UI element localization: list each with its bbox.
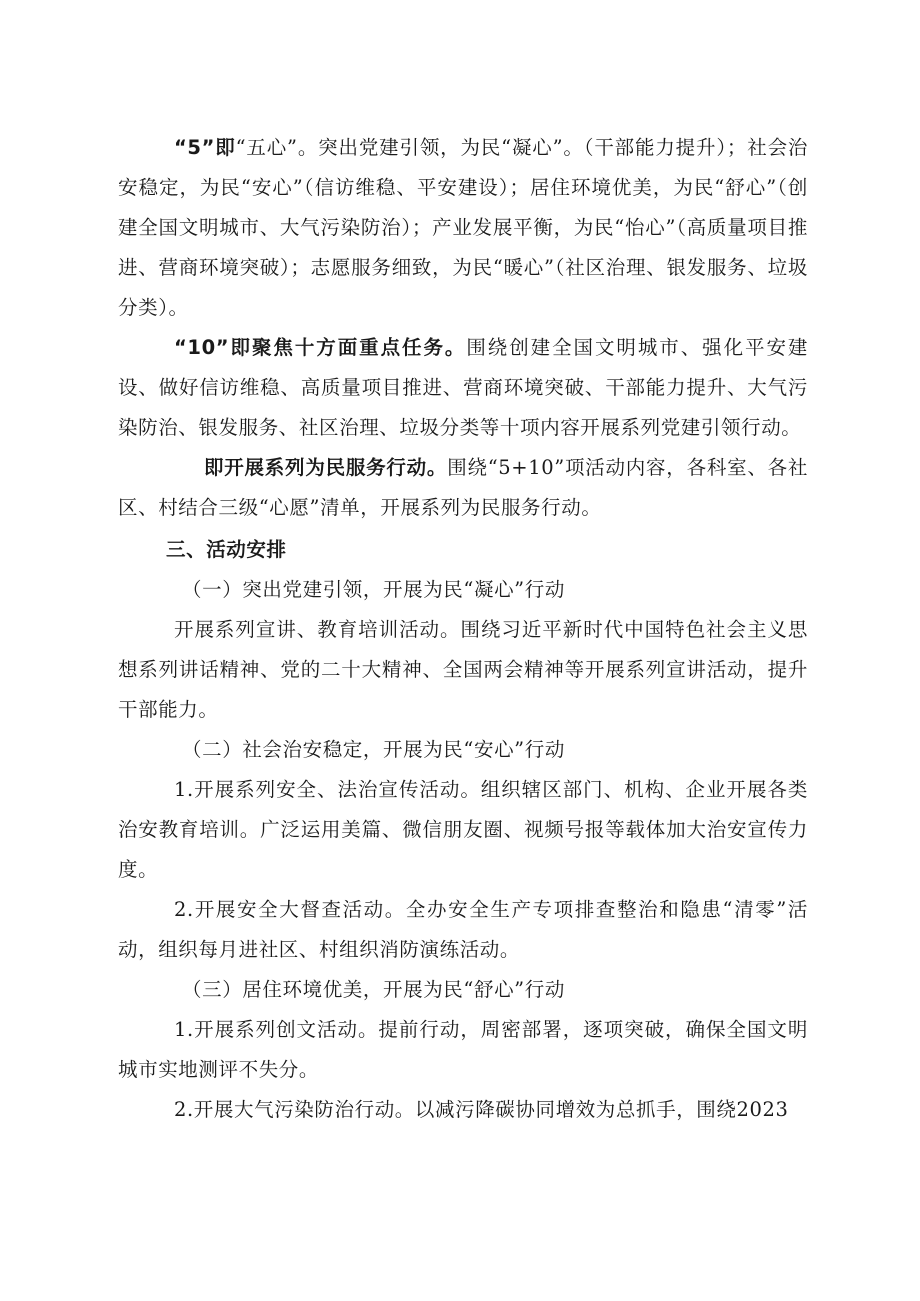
paragraph-service-actions [118,448,808,528]
paragraph-ten-tasks [118,328,808,448]
subsection-heading-3: （三）居住环境优美，开展为民“舒心”行动 [182,978,565,1001]
paragraph-five-hearts [118,128,808,328]
subsection-2-item-1: 1.开展系列安全、法治宣传活动。组织辖区部门、机构、企业开展各类治安教育培训。广泛运用美篇、微信朋友圈、视频号报等载体加大治安宣传力度。 [118,778,808,881]
paragraph-lead: “10”即聚焦十方面重点任务。 [174,336,467,359]
subsection-heading-2: （二）社会治安稳定，开展为民“安心”行动 [182,738,565,761]
paragraph-lead: “5”即 [174,136,236,159]
subsection-3-item-1: 1.开展系列创文活动。提前行动，周密部署，逐项突破，确保全国文明城市实地测评不失分。 [118,1018,808,1081]
subsection-3-item-2: 2.开展大气污染防治行动。以减污降碳协同增效为总抓手，围绕2023 [174,1098,789,1121]
section-heading-activity-arrangement: 三、活动安排 [166,538,287,561]
subsection-heading-1: （一）突出党建引领，开展为民“凝心”行动 [182,578,565,601]
paragraph-text: 围绕“5+10”项活动内容，各科室、各社区、村结合三级“心愿”清单，开展系列为民服务行动。 [118,456,808,519]
subsection-2-item-2: 2.开展安全大督查活动。全办安全生产专项排查整治和隐患“清零”活动，组织每月进社区、村组织消防演练活动。 [118,898,808,961]
document-page [118,128,808,1130]
subsection-1-paragraph: 开展系列宣讲、教育培训活动。围绕习近平新时代中国特色社会主义思想系列讲话精神、党的二十大精神、全国两会精神等开展系列宣讲活动，提升干部能力。 [118,618,808,721]
paragraph-text: 围绕创建全国文明城市、强化平安建设、做好信访维稳、高质量项目推进、营商环境突破、干部能力提升、大气污染防治、银发服务、社区治理、垃圾分类等十项内容开展系列党建引领行动。 [118,336,808,439]
paragraph-text: “五心”。突出党建引领，为民“凝心”。（干部能力提升）；社会治安稳定，为民“安心”（信访维稳、平安建设）；居住环境优美，为民“舒心”（创建全国文明城市、大气污染防治）；产业发展平衡，为民“怡心”（高质量项目推进、营商环境突破）；志愿服务细致，为民“暖心”（社区治理、银发服务、垃圾分类）。 [118,136,808,319]
paragraph-lead: 即开展系列为民服务行动。 [204,456,448,479]
